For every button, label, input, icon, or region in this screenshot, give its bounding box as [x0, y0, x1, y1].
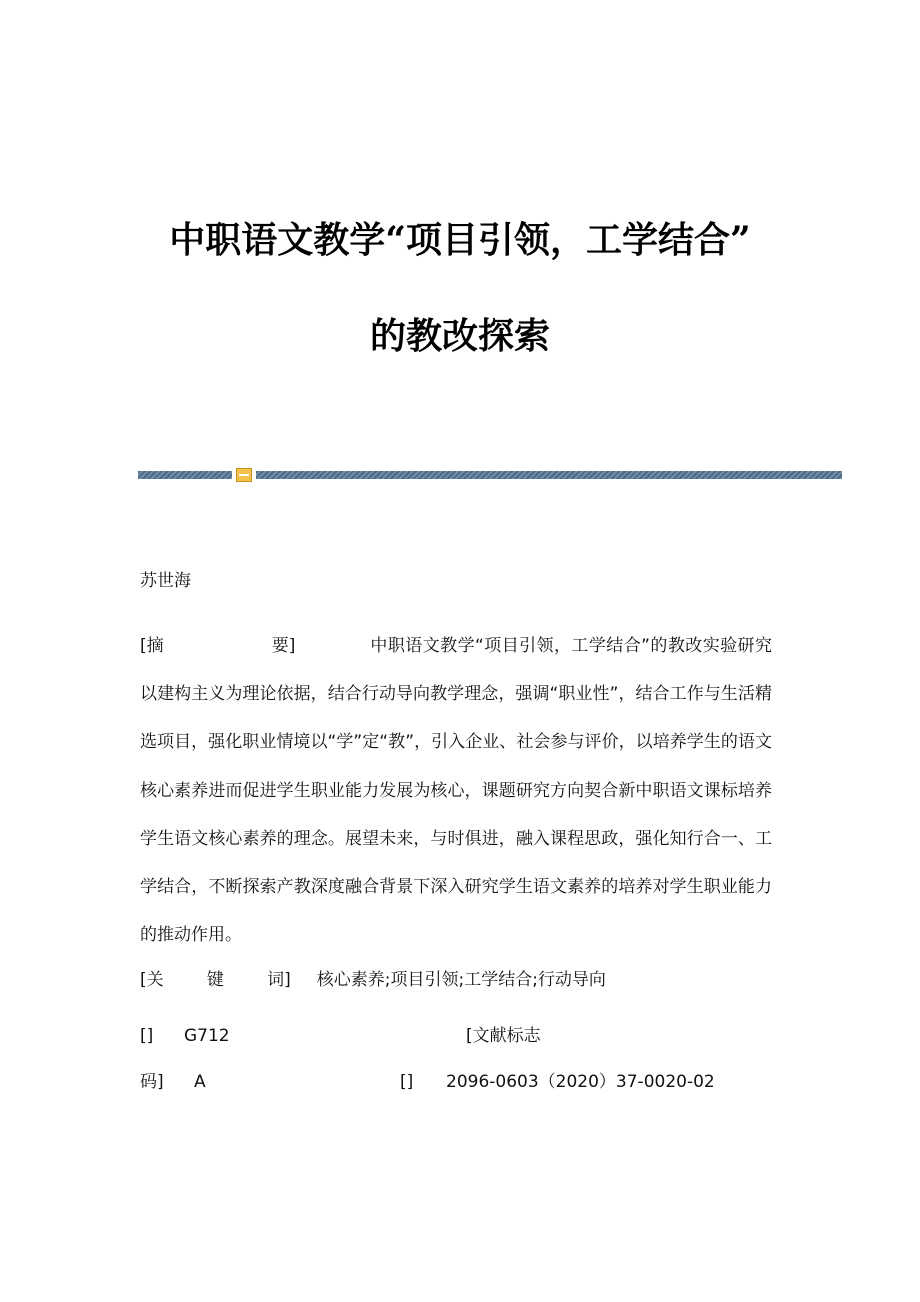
divider-ornament-icon: [236, 468, 252, 482]
abstract-text: 中职语文教学“项目引领，工学结合”的教改实验研究以建构主义为理论依据，结合行动导向教学理念，强调“职业性”，结合工作与生活精选项目，强化职业情境以“学”定“教”，引入企业、社会参与评价，以培养学生的语文核心素养进而促进学生职业能力发展为核心，课题研究方向契合新中职语文课标培养学生语文核心素养的理念。展望未来，与时俱进，融入课程思政，强化知行合一、工学结合，不断探索产教深度融合背景下深入研究学生语文素养的培养对学生职业能力的推动作用。: [140, 636, 772, 946]
document-code-label-start: [文献标志: [466, 1026, 541, 1046]
abstract-label: [摘 要]: [140, 636, 296, 656]
divider-bar-right: [256, 471, 842, 479]
clc-number-label: []: [140, 1026, 154, 1046]
article-number-label: []: [400, 1072, 414, 1092]
document-title-line-1: 中职语文教学“项目引领，工学结合”: [169, 219, 751, 261]
keywords-value: 核心素养;项目引领;工学结合;行动导向: [316, 970, 606, 990]
clc-number-value: G712: [184, 1026, 230, 1046]
abstract-paragraph: [140, 622, 772, 959]
document-code-label-end: 码]: [140, 1072, 164, 1092]
document-code-value: A: [194, 1072, 206, 1092]
author-name: 苏世海: [140, 571, 191, 591]
keywords-row: [140, 966, 606, 994]
keywords-label: [关 键 词]: [140, 970, 291, 990]
document-title-line-2: 的教改探索: [369, 315, 550, 357]
article-number-value: 2096-0603（2020）37-0020-02: [446, 1072, 715, 1092]
title-divider: [138, 468, 842, 482]
divider-bar-left: [138, 471, 232, 479]
